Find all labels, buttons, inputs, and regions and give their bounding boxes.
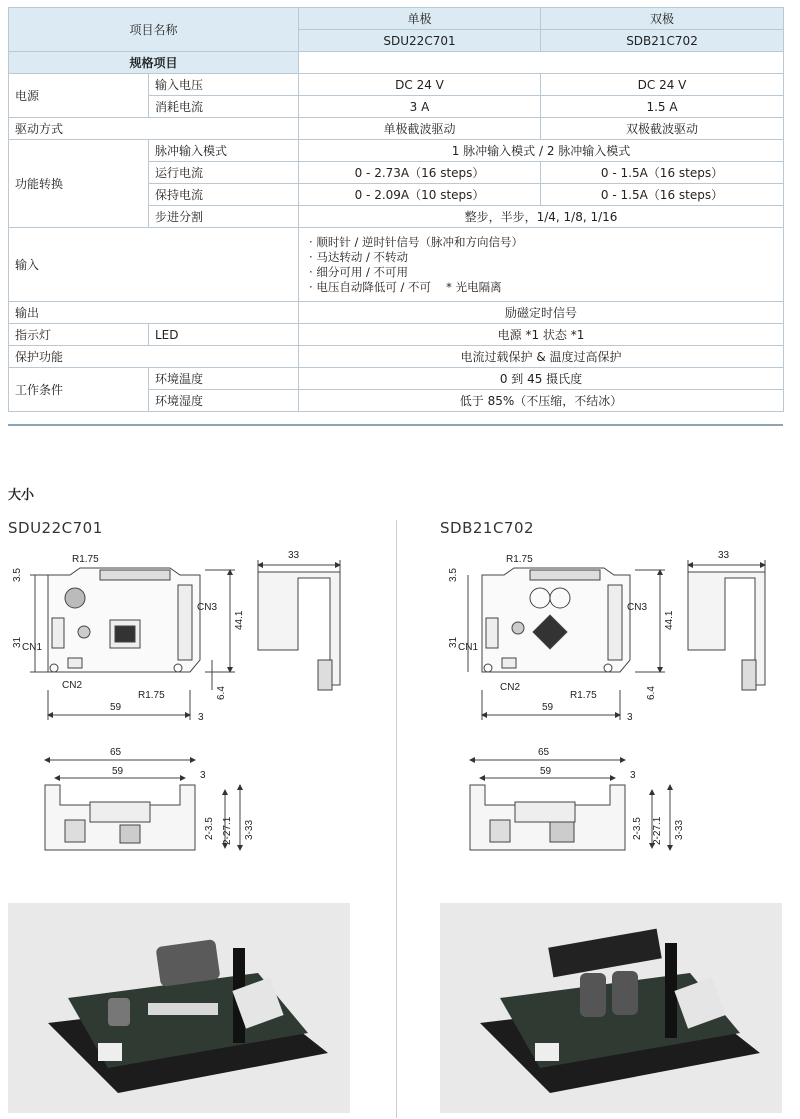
voltage-label: 输入电压 xyxy=(149,74,299,96)
dim-59-front: 59 xyxy=(112,766,124,777)
header-col2-model: SDB21C702 xyxy=(541,30,784,52)
voltage-value-1: DC 24 V xyxy=(299,74,541,96)
table-bottom-rule xyxy=(8,424,783,426)
dim-31: 31 xyxy=(448,636,459,648)
humidity-value: 低于 85%（不压缩，不结冰） xyxy=(299,390,784,412)
label-cn3: CN3 xyxy=(627,602,648,613)
label-cn2: CN2 xyxy=(500,682,521,693)
right-dimension-drawing xyxy=(420,540,800,890)
dim-44-1: 44.1 xyxy=(664,610,675,630)
dim-2-27-1: 2-27.1 xyxy=(222,816,233,845)
humidity-label: 环境湿度 xyxy=(149,390,299,412)
dim-6-4: 6.4 xyxy=(646,686,657,700)
label-cn2: CN2 xyxy=(62,680,83,691)
run-current-label: 运行电流 xyxy=(149,162,299,184)
temperature-value: 0 到 45 摄氏度 xyxy=(299,368,784,390)
run-current-value-1: 0 - 2.73A（16 steps） xyxy=(299,162,541,184)
power-label: 电源 xyxy=(9,74,149,118)
model-left-title: SDU22C701 xyxy=(8,519,103,537)
spec-table xyxy=(8,7,784,412)
dim-2-27-1: 2-27.1 xyxy=(652,816,663,845)
size-section-title: 大小 xyxy=(8,488,35,503)
dim-6-4: 6.4 xyxy=(216,686,227,700)
header-spec-items: 规格项目 xyxy=(9,52,299,74)
dim-65: 65 xyxy=(538,747,550,758)
header-col1-type: 单极 xyxy=(299,8,541,30)
left-dimension-drawing xyxy=(0,540,396,890)
input-label: 输入 xyxy=(9,228,299,302)
hold-current-value-2: 0 - 1.5A（16 steps） xyxy=(541,184,784,206)
drive-label: 驱动方式 xyxy=(9,118,299,140)
input-line: · 顺时针 / 逆时针信号（脉冲和方向信号） xyxy=(309,234,524,249)
board-illustration-left xyxy=(8,903,350,1113)
input-line: · 细分可用 / 不可用 xyxy=(309,264,409,279)
label-cn3: CN3 xyxy=(197,602,218,613)
protection-label: 保护功能 xyxy=(9,346,299,368)
product-photo-left xyxy=(8,903,350,1113)
dim-44-1: 44.1 xyxy=(234,610,245,630)
dim-3-5: 3.5 xyxy=(448,568,459,582)
dim-3-33: 3-33 xyxy=(674,819,685,840)
dim-2-3-5: 2-3.5 xyxy=(632,817,643,840)
hold-current-label: 保持电流 xyxy=(149,184,299,206)
function-label: 功能转换 xyxy=(9,140,149,228)
header-col1-model: SDU22C701 xyxy=(299,30,541,52)
voltage-value-2: DC 24 V xyxy=(541,74,784,96)
dim-31: 31 xyxy=(12,636,23,648)
capacitor xyxy=(65,588,85,608)
current-value-2: 1.5 A xyxy=(541,96,784,118)
label-cn1: CN1 xyxy=(22,642,43,653)
protection-value: 电流过载保护 & 温度过高保护 xyxy=(299,346,784,368)
indicator-label: 指示灯 xyxy=(9,324,149,346)
product-photo-right xyxy=(440,903,782,1113)
header-spec-blank xyxy=(299,52,784,74)
step-division-value: 整步，半步，1/4, 1/8, 1/16 xyxy=(299,206,784,228)
indicator-sub: LED xyxy=(149,324,299,346)
dim-r175-bottom: R1.75 xyxy=(138,690,165,701)
dim-3-front: 3 xyxy=(200,770,206,781)
dim-59: 59 xyxy=(542,702,554,713)
label-cn1: CN1 xyxy=(458,642,479,653)
current-value-1: 3 A xyxy=(299,96,541,118)
input-line: · 电压自动降低可 / 不可 * 光电隔离 xyxy=(309,279,502,294)
drive-value-1: 单极截波驱动 xyxy=(299,118,541,140)
step-division-label: 步进分割 xyxy=(149,206,299,228)
current-label: 消耗电流 xyxy=(149,96,299,118)
input-line: · 马达转动 / 不转动 xyxy=(309,249,409,264)
drive-value-2: 双极截波驱动 xyxy=(541,118,784,140)
input-value xyxy=(299,228,784,302)
dim-r175-bottom: R1.75 xyxy=(570,690,597,701)
dim-3: 3 xyxy=(198,712,204,723)
dim-3-33: 3-33 xyxy=(244,819,255,840)
output-label: 输出 xyxy=(9,302,299,324)
temperature-label: 环境温度 xyxy=(149,368,299,390)
dim-r175-top: R1.75 xyxy=(72,554,99,565)
dim-3-5: 3.5 xyxy=(12,568,23,582)
dim-r175-top: R1.75 xyxy=(506,554,533,565)
run-current-value-2: 0 - 1.5A（16 steps） xyxy=(541,162,784,184)
dim-2-3-5: 2-3.5 xyxy=(204,817,215,840)
model-right-title: SDB21C702 xyxy=(440,519,535,537)
dim-3-front: 3 xyxy=(630,770,636,781)
indicator-value: 电源 *1 状态 *1 xyxy=(299,324,784,346)
header-item-name: 项目名称 xyxy=(9,8,299,52)
board-illustration-right xyxy=(440,903,782,1113)
header-col2-type: 双极 xyxy=(541,8,784,30)
dim-59-front: 59 xyxy=(540,766,552,777)
dim-33: 33 xyxy=(288,550,300,561)
pulse-mode-label: 脉冲输入模式 xyxy=(149,140,299,162)
dim-65: 65 xyxy=(110,747,122,758)
column-divider xyxy=(396,520,397,1118)
hold-current-value-1: 0 - 2.09A（10 steps） xyxy=(299,184,541,206)
pulse-mode-value: 1 脉冲输入模式 / 2 脉冲输入模式 xyxy=(299,140,784,162)
conditions-label: 工作条件 xyxy=(9,368,149,412)
dim-59: 59 xyxy=(110,702,122,713)
dim-3: 3 xyxy=(627,712,633,723)
output-value: 励磁定时信号 xyxy=(299,302,784,324)
dim-33: 33 xyxy=(718,550,730,561)
